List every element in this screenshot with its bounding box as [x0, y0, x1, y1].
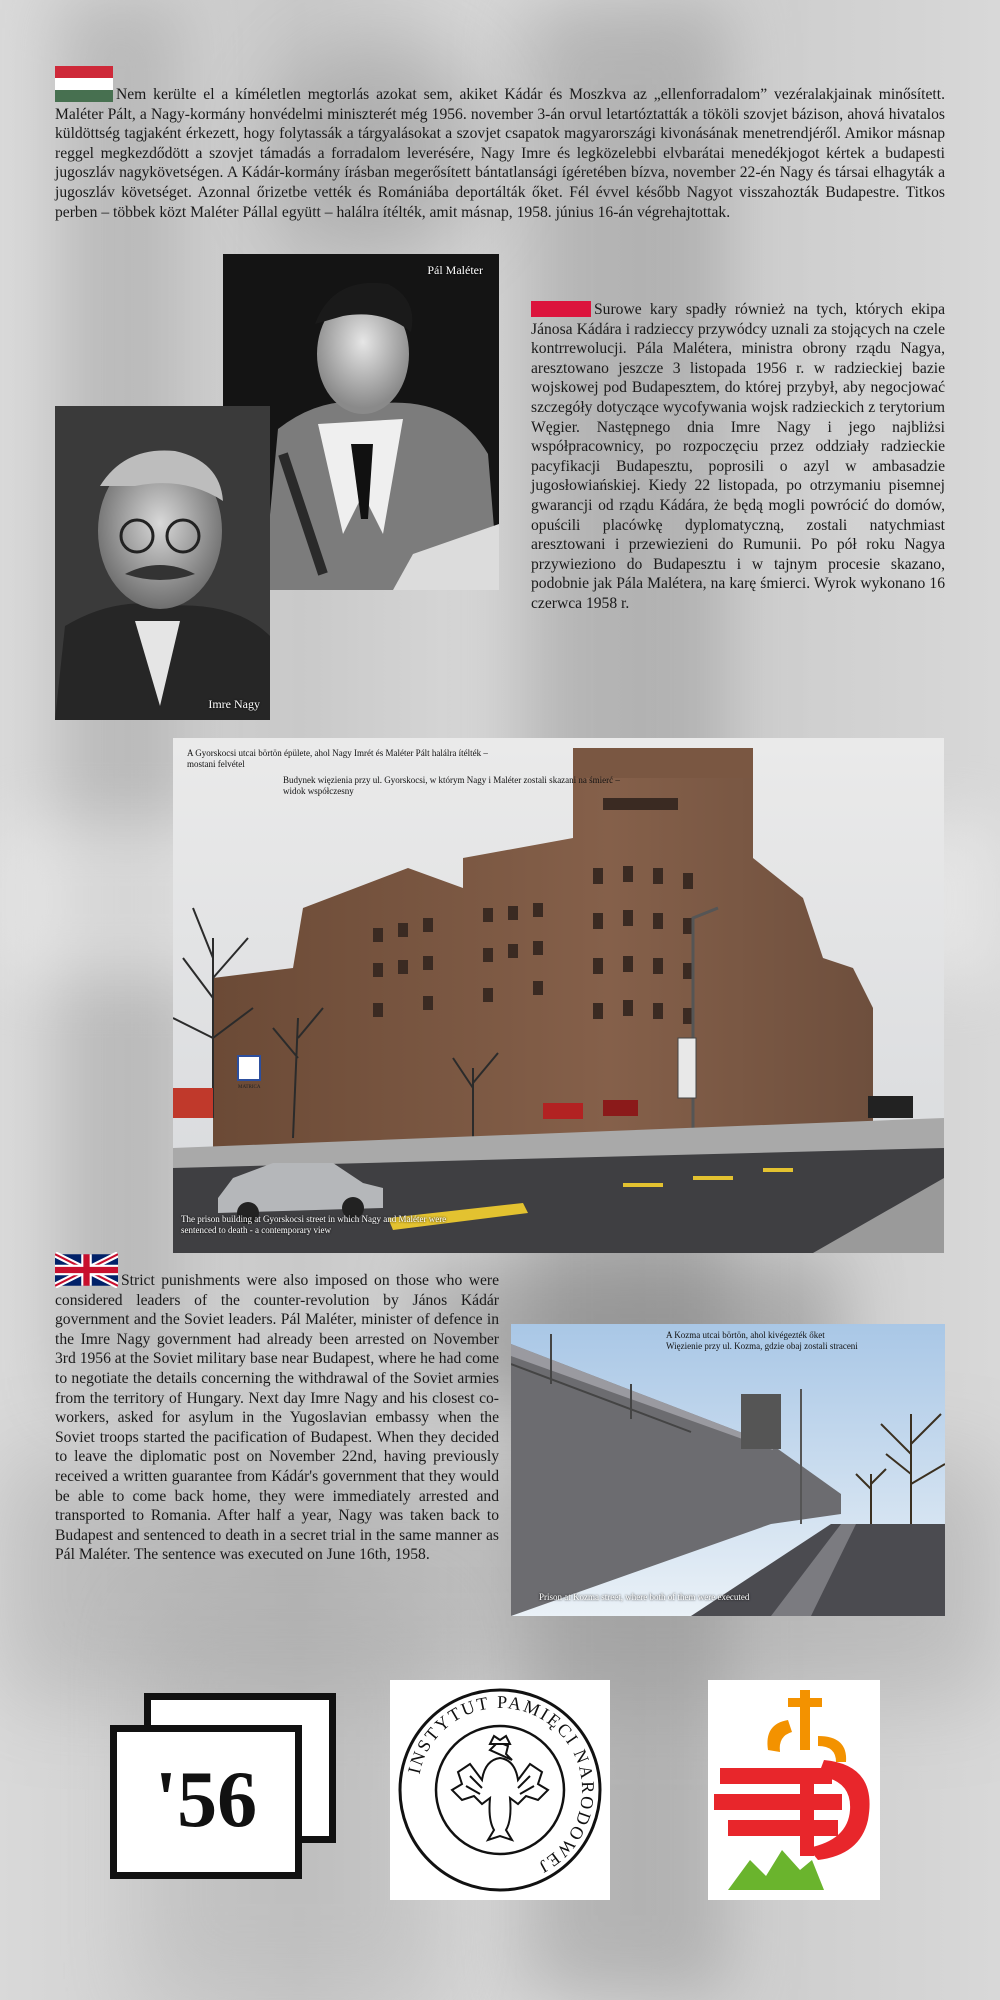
hungarian-flag-icon — [55, 66, 113, 102]
eagle-icon — [452, 1736, 548, 1840]
logo-ipn — [390, 1680, 610, 1900]
hungarian-paragraph — [55, 66, 945, 222]
english-text: Strict punishments were also imposed on those who were considered leaders of the counter-revolution by János Kádár government and the Soviet leaders. Pál Maléter, minister of defence in the Imre Nagy government had already been arrested on November 3rd 1956 at the Soviet military base near Budapest, where he had come to negotiate the details concerning the withdrawal of the Soviet armies from the territory of Hungary. Next day Imre Nagy and his closest co-workers, asked for asylum in the Yugoslavian embassy when the Soviet troops started the pacification of Budapest. When they decided to leave the diplomatic post on November 22nd, having previously received a written guarantee from Kádár's government that they would be able to come back home, they were immediately arrested and transported to Romania. After half a year, Nagy was taken back to Budapest and sentenced to death in a secret trial in the same manner as Pál Maléter. The sentence was executed on June 16th, 1958. — [55, 1272, 499, 1564]
logo-56 — [110, 1693, 345, 1879]
nagy-photo — [55, 406, 270, 720]
kozma-caption-pl: Więzienie przy ul. Kozma, gdzie obaj zostali straceni — [666, 1341, 858, 1351]
nagy-caption: Imre Nagy — [208, 697, 260, 711]
hungarian-text: Nem kerülte el a kíméletlen megtorlás azokat sem, akiket Kádár és Moszkva az „ellenforradalom” vezéralakjainak minősített. Maléter Pált, a Nagy-kormány honvédelmi miniszterét még 1956. november 3-án orvul letartóztatták a tököli szovjet bázison, ahová hivatalos küldöttség tagjaként érkezett, hogy folytassák a tárgyalásokat a szovjet csapatok magyarországi kivonásának menetrendjéről. Amikor másnap reggel megkezdődött a szovjet támadás a forradalom leverésére, Nagy Imre és legközelebbi elvbarátai menedékjogot kértek a budapesti jugoszláv nagykövetségen. A Kádár-kormány írásban megerősített bántatlansági ígéretében bízva, november 22-én Nagy és társai elhagyták a jugoszláv követséget. Azonnal őrizetbe vették és Romániába deportálták őket. Fél évvel később Nagyot visszahozták Budapestre. Titkos perben – többek közt Maléter Pállal együtt – halálra ítélték, amit másnap, 1958. június 16-án végrehajtottak. — [55, 86, 945, 221]
ipn-ring-text: INSTYTUT PAMIĘCI NARODOWEJ — [403, 1691, 599, 1878]
uk-flag-icon — [55, 1252, 118, 1288]
double-cross-icon — [714, 1690, 870, 1890]
polish-paragraph — [531, 300, 945, 614]
polish-text: Surowe kary spadły również na tych, których ekipa Jánosa Kádára i radzieccy przywódcy uznali za stojących na czele kontrrewolucji. Pála Malétera, ministra obrony rządu Nagya, aresztowano jeszcze 3 listopada 1956 r. w radzieckiej bazie wojskowej pod Budapesztem, do której przybył, aby negocjować szczegóły dotyczące wycofywania wojsk radzieckich z terytorium Węgier. Następnego dnia Imre Nagy i jego najbliżsi współpracownicy, po rozpoczęciu przez oddziały radzieckie pacyfikacji Budapesztu, poprosili o azyl w ambasadzie jugosłowiańskiej. Kiedy 22 listopada, po otrzymaniu pisemnej gwarancji od rządu Kádára, że będą mogli powrócić do domów, opuścili placówkę dyplomatyczną, zostali natychmiast aresztowani i przewiezieni do Rumunii. Po pół roku Nagya przywieziono do Budapesztu i w tajnym procesie skazano, podobnie jak Pála Malétera, na karę śmierci. Wyrok wykonano 16 czerwca 1958 r. — [531, 301, 945, 612]
gyorskocsi-caption-pl: Budynek więzienia przy ul. Gyorskocsi, w którym Nagy i Maléter zostali skazani na śmierć – widok współczesny — [283, 775, 620, 796]
logo-hungarian-emblem — [708, 1680, 880, 1900]
polish-flag-icon — [531, 301, 591, 317]
maleter-caption: Pál Maléter — [427, 263, 483, 277]
kozma-caption-hu: A Kozma utcai börtön, ahol kivégezték őket — [666, 1330, 825, 1340]
kozma-prison-photo — [511, 1324, 945, 1616]
gyorskocsi-prison-photo — [173, 738, 944, 1253]
gyorskocsi-caption-en: The prison building at Gyorskocsi street in which Nagy and Maléter were sentenced to death - a contemporary view — [181, 1214, 447, 1235]
kozma-caption-en: Prison at Kozma street, where both of them were executed — [539, 1592, 750, 1602]
english-paragraph — [55, 1252, 499, 1565]
logo-56-text: '56 — [154, 1756, 258, 1844]
gyorskocsi-caption-hu: A Gyorskocsi utcai börtön épülete, ahol Nagy Imrét és Maléter Pált halálra ítélték – mostani felvétel — [187, 748, 488, 769]
matrica-sign-text: MATRICA — [238, 1085, 261, 1090]
